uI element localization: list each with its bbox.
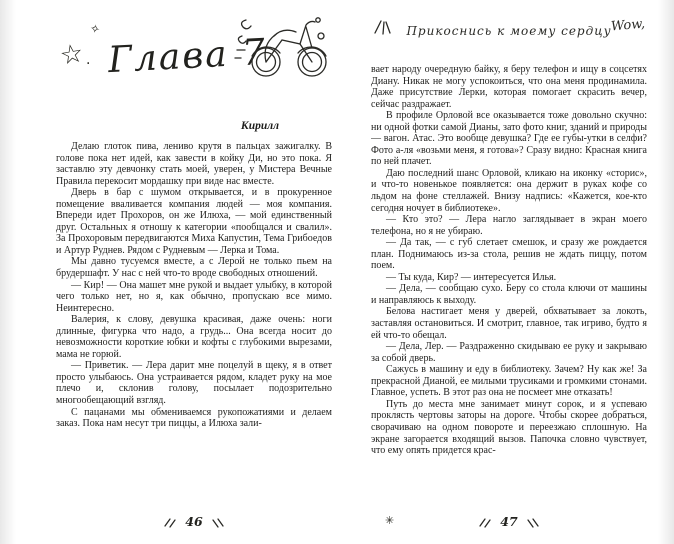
paragraph: Дверь в бар с шумом открывается, и в прокуренное помещение вваливается компания людей — моя компания. Впереди идет Прохоров, он же Илюха, — мой единственный друг. Остальных я отношу к категории «пообщался и свалил». За Прохоровым передвигаются Миха Капустин, Тема Грибоедов и Артур Руднев. Рядом с Рудневым — Лерка и Тома.	[56, 187, 332, 256]
star-doodle-icon: ☆	[57, 38, 86, 72]
left-page-text	[56, 141, 332, 430]
paragraph: — Ты куда, Кир? — интересуется Илья.	[386, 271, 557, 283]
paragraph: Валерия, к слову, девушка красивая, даже очень: ноги длинные, фигурка что надо, а грудь... Она всегда носит до невозможности короткие юбки и кофты с глубокими вырезами, мама не горюй.	[56, 314, 332, 360]
page-number: 47	[500, 514, 518, 529]
paragraph: Даю последний шанс Орловой, кликаю на иконку «сторис», и что-то новенькое появляется: она держит в руках кофе со льдом на фоне стеллажей. Внизу надпись: «Кажется, кое-кто сегодня ночует в библиотеке».	[371, 167, 647, 214]
right-page	[371, 0, 647, 544]
left-folio	[56, 514, 332, 529]
paragraph: — Приветик. — Лера дарит мне поцелуй в щеку, я в ответ просто улыбаюсь. Она устраивается рядом, кладет руку на мое плечо и, склонив голову, посылает подозрительно многообещающий взгляд.	[56, 360, 332, 407]
right-page-text	[371, 64, 647, 457]
paragraph: Белова настигает меня у дверей, обхватывает за локоть, заставляя остановиться. И смотрит, главное, так игриво, будто я ей что-то обещал.	[371, 306, 647, 341]
pov-heading: Кирилл	[240, 120, 280, 132]
paragraph: — Да так, — с губ слетает смешок, и сразу же рождается план. Поднимаюсь из-за стола, решив не ждать пиццу, потом поем.	[371, 237, 647, 272]
asterisk-doodle-icon: ✳	[385, 514, 395, 527]
paragraph: — Кто это? — Лера нагло заглядывает в экран моего телефона, но я не убираю.	[371, 214, 647, 237]
spark-doodle-icon	[479, 516, 492, 528]
spark-doodle-icon	[164, 516, 177, 528]
paragraph: — Дела, Лер. — Раздраженно скидываю ее руку и закрываю за собой дверь.	[371, 341, 647, 364]
chapter-title: Глава 7	[107, 31, 268, 82]
page-edge-shadow-right	[658, 0, 674, 544]
page-edge-shadow-left	[0, 0, 16, 544]
paragraph: Путь до места мне занимает минут сорок, и я успеваю проклясть чертовы заторы на дороге. Чтобы скорее добраться, сворачиваю на одном повороте и переезжаю сплошную. На экране загорается входящий вызов. Папочка словно чувствует, что ему опять придется крас-	[371, 398, 647, 457]
chapter-header	[56, 0, 332, 118]
paragraph: В профиле Орловой все оказывается тоже довольно скучно: ни одной фотки самой Дианы, зато фото книг, зданий и природы — вагон. Атас. Это вообще девушка? Где ее губы-утки в селфи? Фото а-ля «возьми меня, я готова»? Сразу видно: Красная книга по ней плачет.	[371, 110, 647, 168]
dot-doodle-icon: ·	[86, 56, 91, 72]
star-doodle-icon: ✧	[88, 21, 102, 37]
paragraph: — Кир! — Она машет мне рукой и выдает улыбку, в которой чего только нет, но я, как обычно, пропускаю все мимо. Неинтересно.	[56, 279, 332, 314]
spark-doodle-icon	[526, 516, 539, 528]
page-number: 46	[185, 514, 203, 529]
wow-doodle: Wow,	[610, 16, 646, 35]
paragraph: Мы давно тусуемся вместе, а с Лерой не только пьем на брудершафт. У нас с ней что-то вроде свободных отношений.	[56, 256, 332, 280]
paragraph: Делаю глоток пива, лениво крутя в пальцах зажигалку. В голове пока нет идей, как завести в койку Ди, но это пока. Я заставлю эту девчонку стать моей, уверен, у Мистера Вечные Правила перекосит мордашку при виде нас вместе.	[56, 141, 332, 187]
left-page	[56, 0, 332, 544]
paragraph: Сажусь в машину и еду в библиотеку. Зачем? Ну как же! За прекрасной Дианой, ее милыми трусиками и громкими стонами. Главное, успеть. В этот раз она не посмеет мне отказать!	[371, 364, 647, 399]
spark-doodle-icon	[211, 516, 224, 528]
running-title: Прикоснись к моему сердцу	[406, 24, 612, 38]
paragraph: С пацанами мы обмениваемся рукопожатиями и делаем заказ. Пока нам несут три пиццы, а Илюха зали-	[56, 406, 332, 430]
motorcycle-doodle-icon	[234, 0, 332, 95]
paragraph: — Дела, — сообщаю сухо. Беру со стола ключи от машины и направляюсь к выходу.	[371, 283, 647, 306]
right-folio	[371, 514, 647, 529]
paragraph: вает народу очередную байку, я беру телефон и ищу в соцсетях Диану. Никак не могу успокоиться, что она меня продинамила. Даже присутствие Лерки, которая помогает скрасить вечер, сейчас раздражает.	[371, 64, 647, 110]
